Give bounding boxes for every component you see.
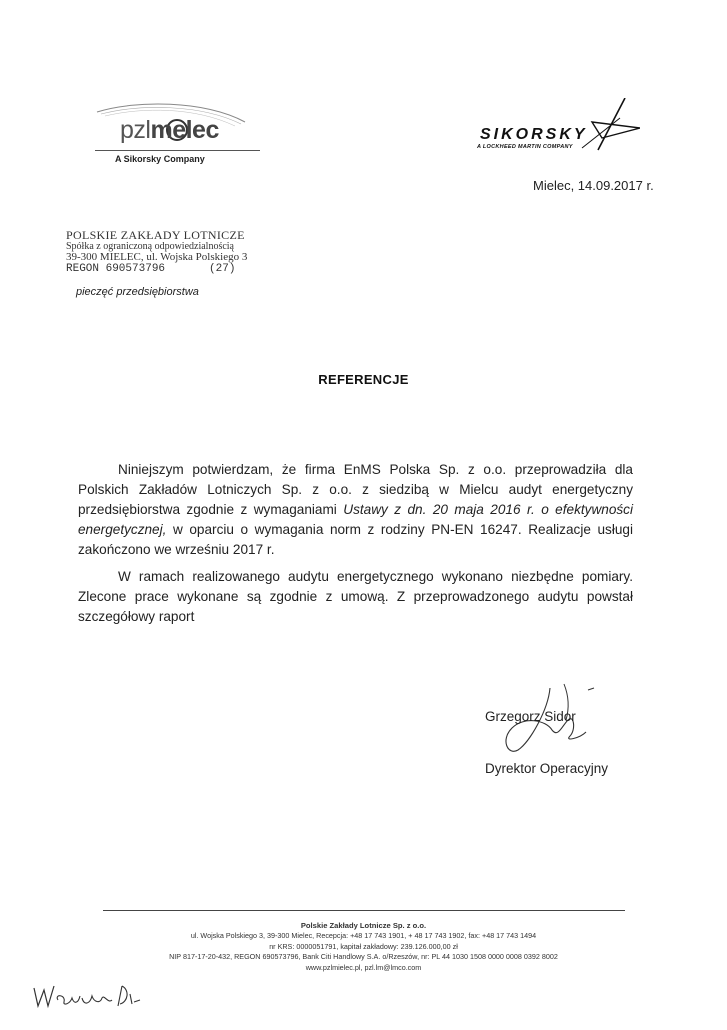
p1-text-a: Niniejszym potwierdzam, że firma EnMS Polska Sp. z o.o. przeprowadziła dla Polskich Zakładów Lotniczych Sp. z o.o. z siedzibą w Mielcu audyt energetyczny przedsiębiorstwa zgodnie z wymaganiami: [78, 462, 633, 517]
document-title: REFERENCJE: [318, 372, 409, 387]
stamp-line-company: POLSKIE ZAKŁADY LOTNICZE: [66, 228, 245, 242]
stamp-line-legal-form: Spółka z ograniczoną odpowiedzialnością: [66, 240, 234, 252]
footer-krs: nr KRS: 0000051791, kapitał zakładowy: 239.126.000,00 zł: [269, 941, 458, 951]
body-paragraph-2: [78, 567, 633, 627]
logo-prefix: pzl: [120, 116, 151, 144]
signatory-name: Grzegorz Sidor: [485, 709, 576, 724]
document-date: Mielec, 14.09.2017 r.: [533, 178, 654, 193]
body-paragraph-1: [78, 460, 633, 560]
stamp-line-regon: [66, 264, 247, 276]
logo-underline: [95, 150, 260, 151]
footer-company: Polskie Zakłady Lotnicze Sp. z o.o.: [300, 921, 427, 930]
logo-mark: m: [150, 116, 173, 144]
pzl-logo-subtitle: A Sikorsky Company: [115, 154, 205, 164]
sikorsky-logo: SIKORSKY: [480, 126, 588, 143]
footer-divider: [103, 910, 625, 911]
stamp-caption: pieczęć przedsiębiorstwa: [76, 286, 199, 298]
footer-nip: NIP 817-17-20-432, REGON 690573796, Bank Citi Handlowy S.A. o/Rzeszów, nr: PL 44 1030 1508 0000 0008 0392 8002: [169, 952, 558, 962]
pzl-mielec-logo: [120, 116, 219, 145]
p1-text-b: w oparciu o wymagania norm z rodziny PN-EN 16247. Realizacje usługi zakończono we wrześniu 2017 r.: [78, 522, 633, 557]
footer: [0, 921, 727, 973]
p2-text: W ramach realizowanego audytu energetycznego wykonano niezbędne pomiary. Zlecone prace wykonane są zgodnie z umową. Z przeprowadzonego audytu powstał szczegółowy raport: [78, 569, 633, 624]
footer-web: www.pzlmielec.pl, pzl.lm@lmco.com: [305, 962, 422, 972]
footer-address: ul. Wojska Polskiego 3, 39-300 Mielec, Recepcja: +48 17 743 1901, + 48 17 743 1902, fax: +48 17 743 1494: [190, 931, 537, 941]
signatory-role: Dyrektor Operacyjny: [485, 761, 609, 776]
sikorsky-logo-subtitle: A LOCKHEED MARTIN COMPANY: [477, 144, 573, 150]
p1-italic-law: Ustawy z dn. 20 maja 2016 r. o efektywności energetycznej,: [78, 502, 634, 537]
stamp-regon: REGON 690573796: [66, 262, 166, 275]
stamp-line-address: 39-300 MIELEC, ul. Wojska Polskiego 3: [66, 251, 248, 264]
handwritten-note: [30, 976, 150, 1016]
stamp-regon-code: (27): [209, 262, 236, 275]
company-stamp: [66, 229, 247, 275]
logo-suffix: elec: [172, 116, 219, 144]
